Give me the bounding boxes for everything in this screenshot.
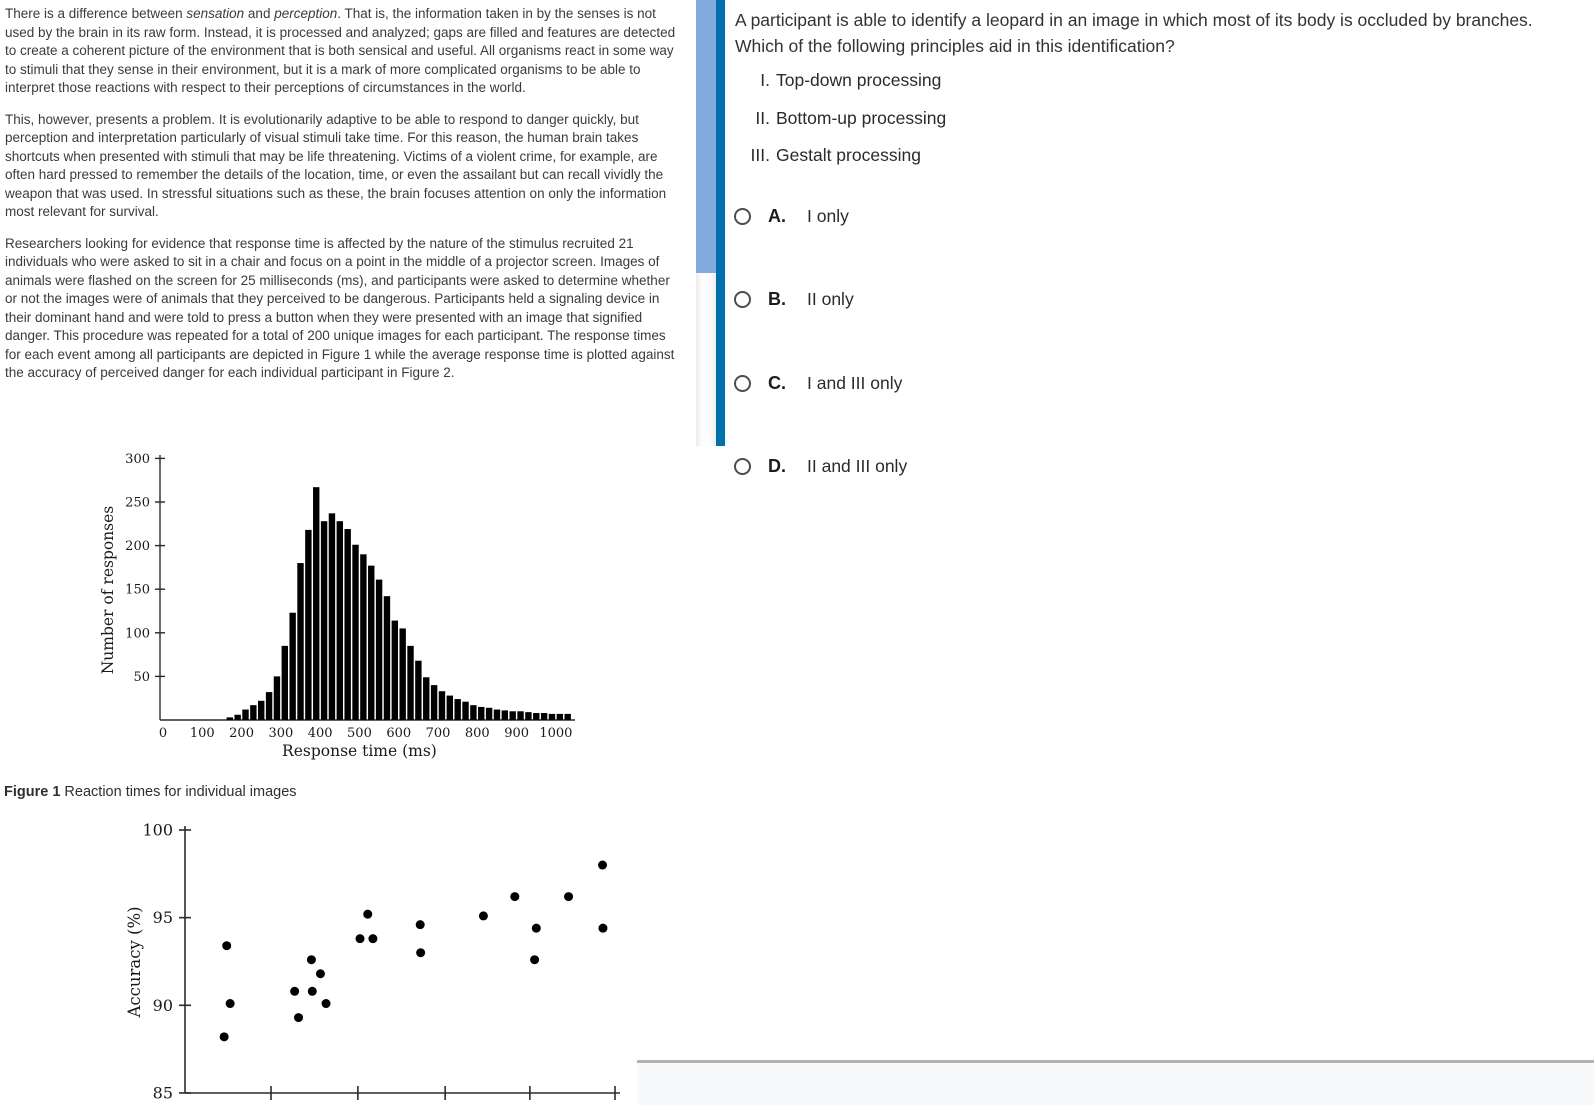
passage-italic-term: sensation [186,6,245,21]
option-letter: C. [768,372,786,393]
roman-label: Top-down processing [776,70,942,90]
roman-item-2 [735,106,946,130]
passage-text: There is a difference between [5,6,187,21]
option-letter: A. [768,205,786,226]
svg-text:250: 250 [125,495,150,511]
roman-numeral: I. [760,70,770,90]
passage-scrollbar-thumb[interactable] [696,0,716,273]
option-text: I and III only [807,372,903,393]
roman-label: Bottom-up processing [776,107,947,128]
passage-paragraph: Researchers looking for evidence that response time is affected by the nature of the stimulus recruited 21 individuals who were asked to sit in a chair and focus on a point in the middle of a projector screen. Images of animals were flashed on the screen for 25 milliseconds (ms), and participants were asked to determine whether or not the images were of animals that they perceived to be dangerous. Participants held a signaling device in their dominant hand and were told to press a button when they were presented with an image that signified danger. This procedure was repeated for a total of 200 unique images for each participant. The response times for each event among all participants are depicted in Figure 1 while the average response time is plotted against the accuracy of perceived danger for each individual participant in Figure 2. [5,235,675,380]
pane-divider [716,0,725,446]
figure1-caption [4,784,297,800]
svg-text:Accuracy (%): Accuracy (%) [125,906,144,1018]
passage-text: . That is, the information taken in by the senses is not used by the brain in its raw form. Instead, it is processed and analyzed; gaps are filled and features are detected to create a coherent picture of the environment that is both sensical and useful. All organisms react in some way to stimuli that they sense in their environment, but it is a mark of more complicated organisms to be able to interpret those reactions with respect to their perceptions of circumstances in the world. [5,6,676,95]
question-pane [726,0,1594,1105]
passage-scrollbar-track[interactable] [696,0,716,446]
svg-text:1000: 1000 [539,726,573,741]
answer-option-d[interactable] [734,452,907,480]
passage-text: and [244,6,275,21]
svg-text:900: 900 [504,726,530,741]
footer-band [637,1060,1594,1105]
option-letter: D. [768,455,786,476]
svg-text:50: 50 [133,669,150,685]
roman-item-1 [735,68,946,92]
radio-button-c[interactable] [734,375,751,392]
radio-button-a[interactable] [734,208,751,225]
passage-paragraph: This, however, presents a problem. It is evolutionarily adaptive to be able to respond to danger quickly, but perception and interpretation particularly of visual stimuli take time. For this reason, the human brain takes shortcuts when presented with stimuli that may be life threatening. Victims of a violent crime, for example, are often hard pressed to remember the details of the location, time, or even the assailant but can recall vividly the weapon that was used. In stressful situations such as these, the brain focuses attention on only the information most relevant for survival. [5,111,667,219]
roman-label: Gestalt processing [776,145,921,165]
svg-text:0: 0 [158,726,168,741]
svg-text:300: 300 [268,726,294,741]
answer-option-a[interactable] [734,202,849,230]
roman-numeral: II. [755,107,770,128]
option-letter: B. [768,288,786,309]
option-text: I only [807,205,849,226]
svg-text:Response time (ms): Response time (ms) [282,742,437,760]
svg-text:200: 200 [125,539,150,555]
answer-option-b[interactable] [734,285,854,313]
answer-option-c[interactable] [734,369,902,397]
svg-text:200: 200 [229,726,254,741]
svg-text:300: 300 [125,451,150,467]
radio-button-d[interactable] [734,458,751,475]
svg-text:100: 100 [142,820,173,840]
figure1-caption-label: Figure 1 [4,784,61,800]
figure1-histogram [95,440,600,765]
svg-text:95: 95 [152,908,173,928]
option-text: II and III only [807,455,908,476]
passage-pane [5,5,679,396]
svg-text:85: 85 [152,1083,173,1103]
passage-italic-term: perception [274,6,338,21]
svg-text:700: 700 [425,726,451,741]
svg-text:150: 150 [125,582,150,598]
figure1-caption-text: Reaction times for individual images [60,784,297,800]
svg-text:100: 100 [125,626,150,642]
svg-text:90: 90 [152,995,173,1015]
roman-item-3 [735,143,946,167]
radio-button-b[interactable] [734,291,751,308]
svg-text:500: 500 [347,726,372,741]
svg-text:600: 600 [386,726,412,741]
svg-text:100: 100 [189,726,215,741]
option-text: II only [807,288,854,309]
svg-text:400: 400 [307,726,333,741]
svg-text:800: 800 [464,726,490,741]
svg-text:Number of responses: Number of responses [99,505,117,675]
roman-numeral-list [735,68,946,181]
roman-numeral: III. [750,145,770,165]
question-text: A participant is able to identify a leopard in an image in which most of its body is occluded by branches. Which of the following principles aid in this identification? [735,10,1533,56]
figure2-scatter [95,805,640,1105]
passage-paragraph [5,5,679,98]
